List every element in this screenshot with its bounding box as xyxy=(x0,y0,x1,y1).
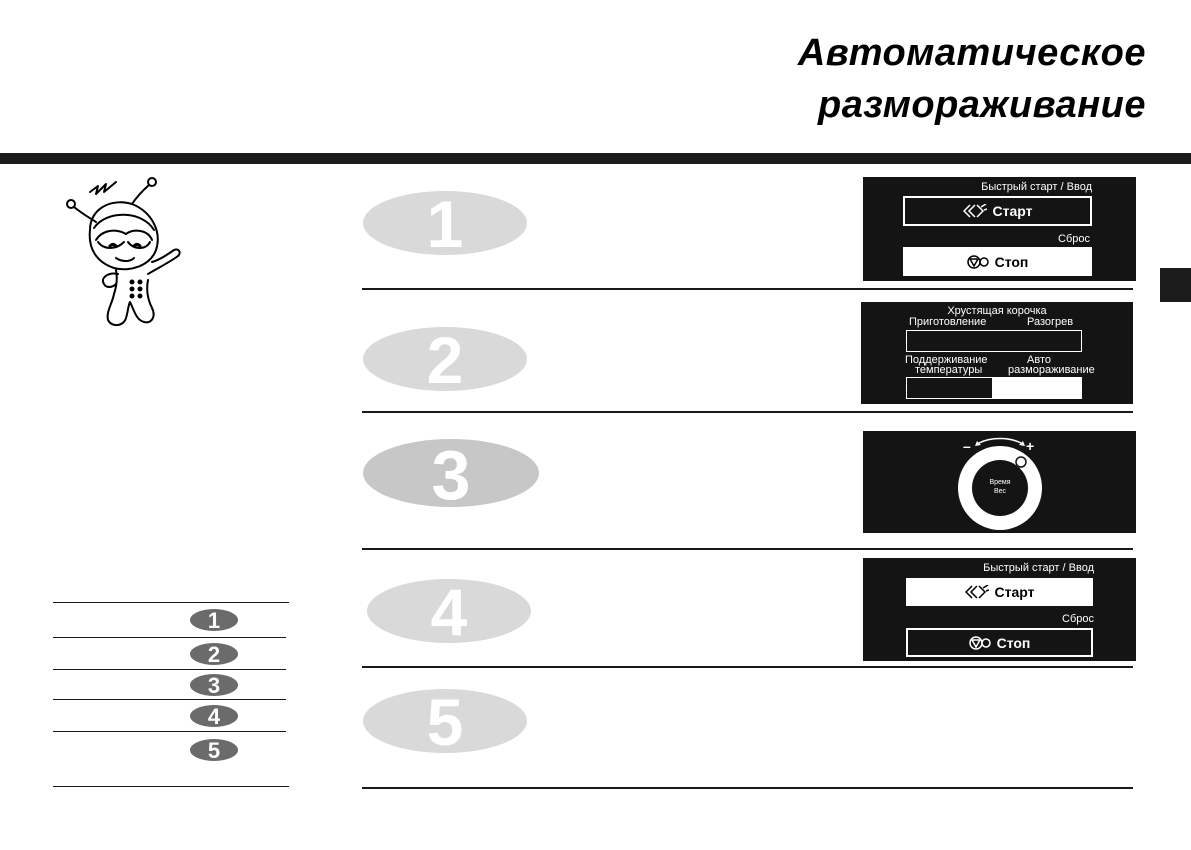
start-button[interactable] xyxy=(906,578,1093,606)
step-4-badge xyxy=(366,578,532,644)
start-arrows-icon xyxy=(963,204,987,218)
header-bar xyxy=(0,153,1191,164)
start-arrows-icon xyxy=(965,585,989,599)
stop-button[interactable] xyxy=(906,628,1093,657)
stop-icon xyxy=(969,636,991,650)
step-2-number: 2 xyxy=(426,326,464,392)
dial-minus-label: – xyxy=(963,438,971,454)
dial-label-weight: Вес xyxy=(993,488,1007,495)
stop-label: Стоп xyxy=(996,634,1031,651)
auto-label-1: Авто xyxy=(1027,354,1051,366)
auto-label-2: размораживание xyxy=(1008,364,1095,376)
summary-step-4-badge xyxy=(189,704,239,728)
summary-step-5-badge xyxy=(189,738,239,762)
stop-icon xyxy=(967,255,989,269)
summary-divider xyxy=(53,786,289,787)
summary-step-4-number: 4 xyxy=(207,704,221,728)
step-divider xyxy=(362,787,1133,789)
control-panel-4 xyxy=(863,558,1136,661)
summary-step-5-number: 5 xyxy=(207,738,221,762)
control-panel-1 xyxy=(863,177,1136,281)
summary-step-3-number: 3 xyxy=(207,673,221,697)
keep-warm-label-1: Поддерживание xyxy=(905,354,988,366)
summary-divider xyxy=(53,602,289,603)
quick-start-label: Быстрый старт / Ввод xyxy=(983,562,1094,574)
stop-button[interactable] xyxy=(903,247,1092,276)
dial-plus-label: + xyxy=(1026,438,1035,454)
reset-label: Сброс xyxy=(1062,613,1094,625)
step-3-badge xyxy=(362,438,540,508)
summary-step-3-badge xyxy=(189,673,239,697)
step-4-number: 4 xyxy=(430,578,468,644)
mascot-illustration xyxy=(60,170,190,335)
step-1-number: 1 xyxy=(426,190,464,256)
summary-divider xyxy=(53,637,286,638)
page-title-line-1: Автоматическое xyxy=(797,32,1146,74)
summary-divider xyxy=(53,731,286,732)
quick-start-label: Быстрый старт / Ввод xyxy=(981,181,1092,193)
summary-divider xyxy=(53,669,286,670)
start-label: Старт xyxy=(992,203,1033,219)
keep-warm-button[interactable] xyxy=(906,377,993,399)
dial-label-time: Время xyxy=(989,479,1011,486)
summary-step-2-badge xyxy=(189,642,239,666)
crispy-label: Хрустящая корочка xyxy=(947,305,1047,317)
time-weight-dial[interactable] xyxy=(863,431,1136,533)
step-5-badge xyxy=(362,688,528,754)
step-divider xyxy=(362,411,1133,413)
page-title-line-2: размораживание xyxy=(818,84,1146,126)
step-2-badge xyxy=(362,326,528,392)
summary-divider xyxy=(53,699,286,700)
summary-step-1-number: 1 xyxy=(207,608,221,632)
step-5-number: 5 xyxy=(426,688,464,754)
dial-indicator-icon xyxy=(1016,457,1026,467)
reheat-label: Разогрев xyxy=(1027,316,1074,328)
step-divider xyxy=(362,666,1133,668)
dial-arc-arrow-icon xyxy=(979,439,1021,444)
step-divider xyxy=(362,288,1133,290)
stop-label: Стоп xyxy=(994,253,1029,270)
start-button[interactable] xyxy=(903,196,1092,226)
cooking-label: Приготовление xyxy=(909,316,987,328)
step-3-number: 3 xyxy=(431,438,471,508)
section-tab xyxy=(1160,268,1191,302)
control-panel-2 xyxy=(861,302,1133,404)
keep-warm-label-2: температуры xyxy=(915,364,983,376)
step-divider xyxy=(362,548,1133,550)
start-label: Старт xyxy=(994,584,1035,600)
step-1-badge xyxy=(362,190,528,256)
control-panel-3 xyxy=(863,431,1136,533)
auto-defrost-button[interactable] xyxy=(993,377,1082,399)
summary-step-2-number: 2 xyxy=(207,642,221,666)
cooking-reheat-button[interactable] xyxy=(906,330,1082,352)
reset-label: Сброс xyxy=(1058,233,1090,245)
summary-step-1-badge xyxy=(189,608,239,632)
